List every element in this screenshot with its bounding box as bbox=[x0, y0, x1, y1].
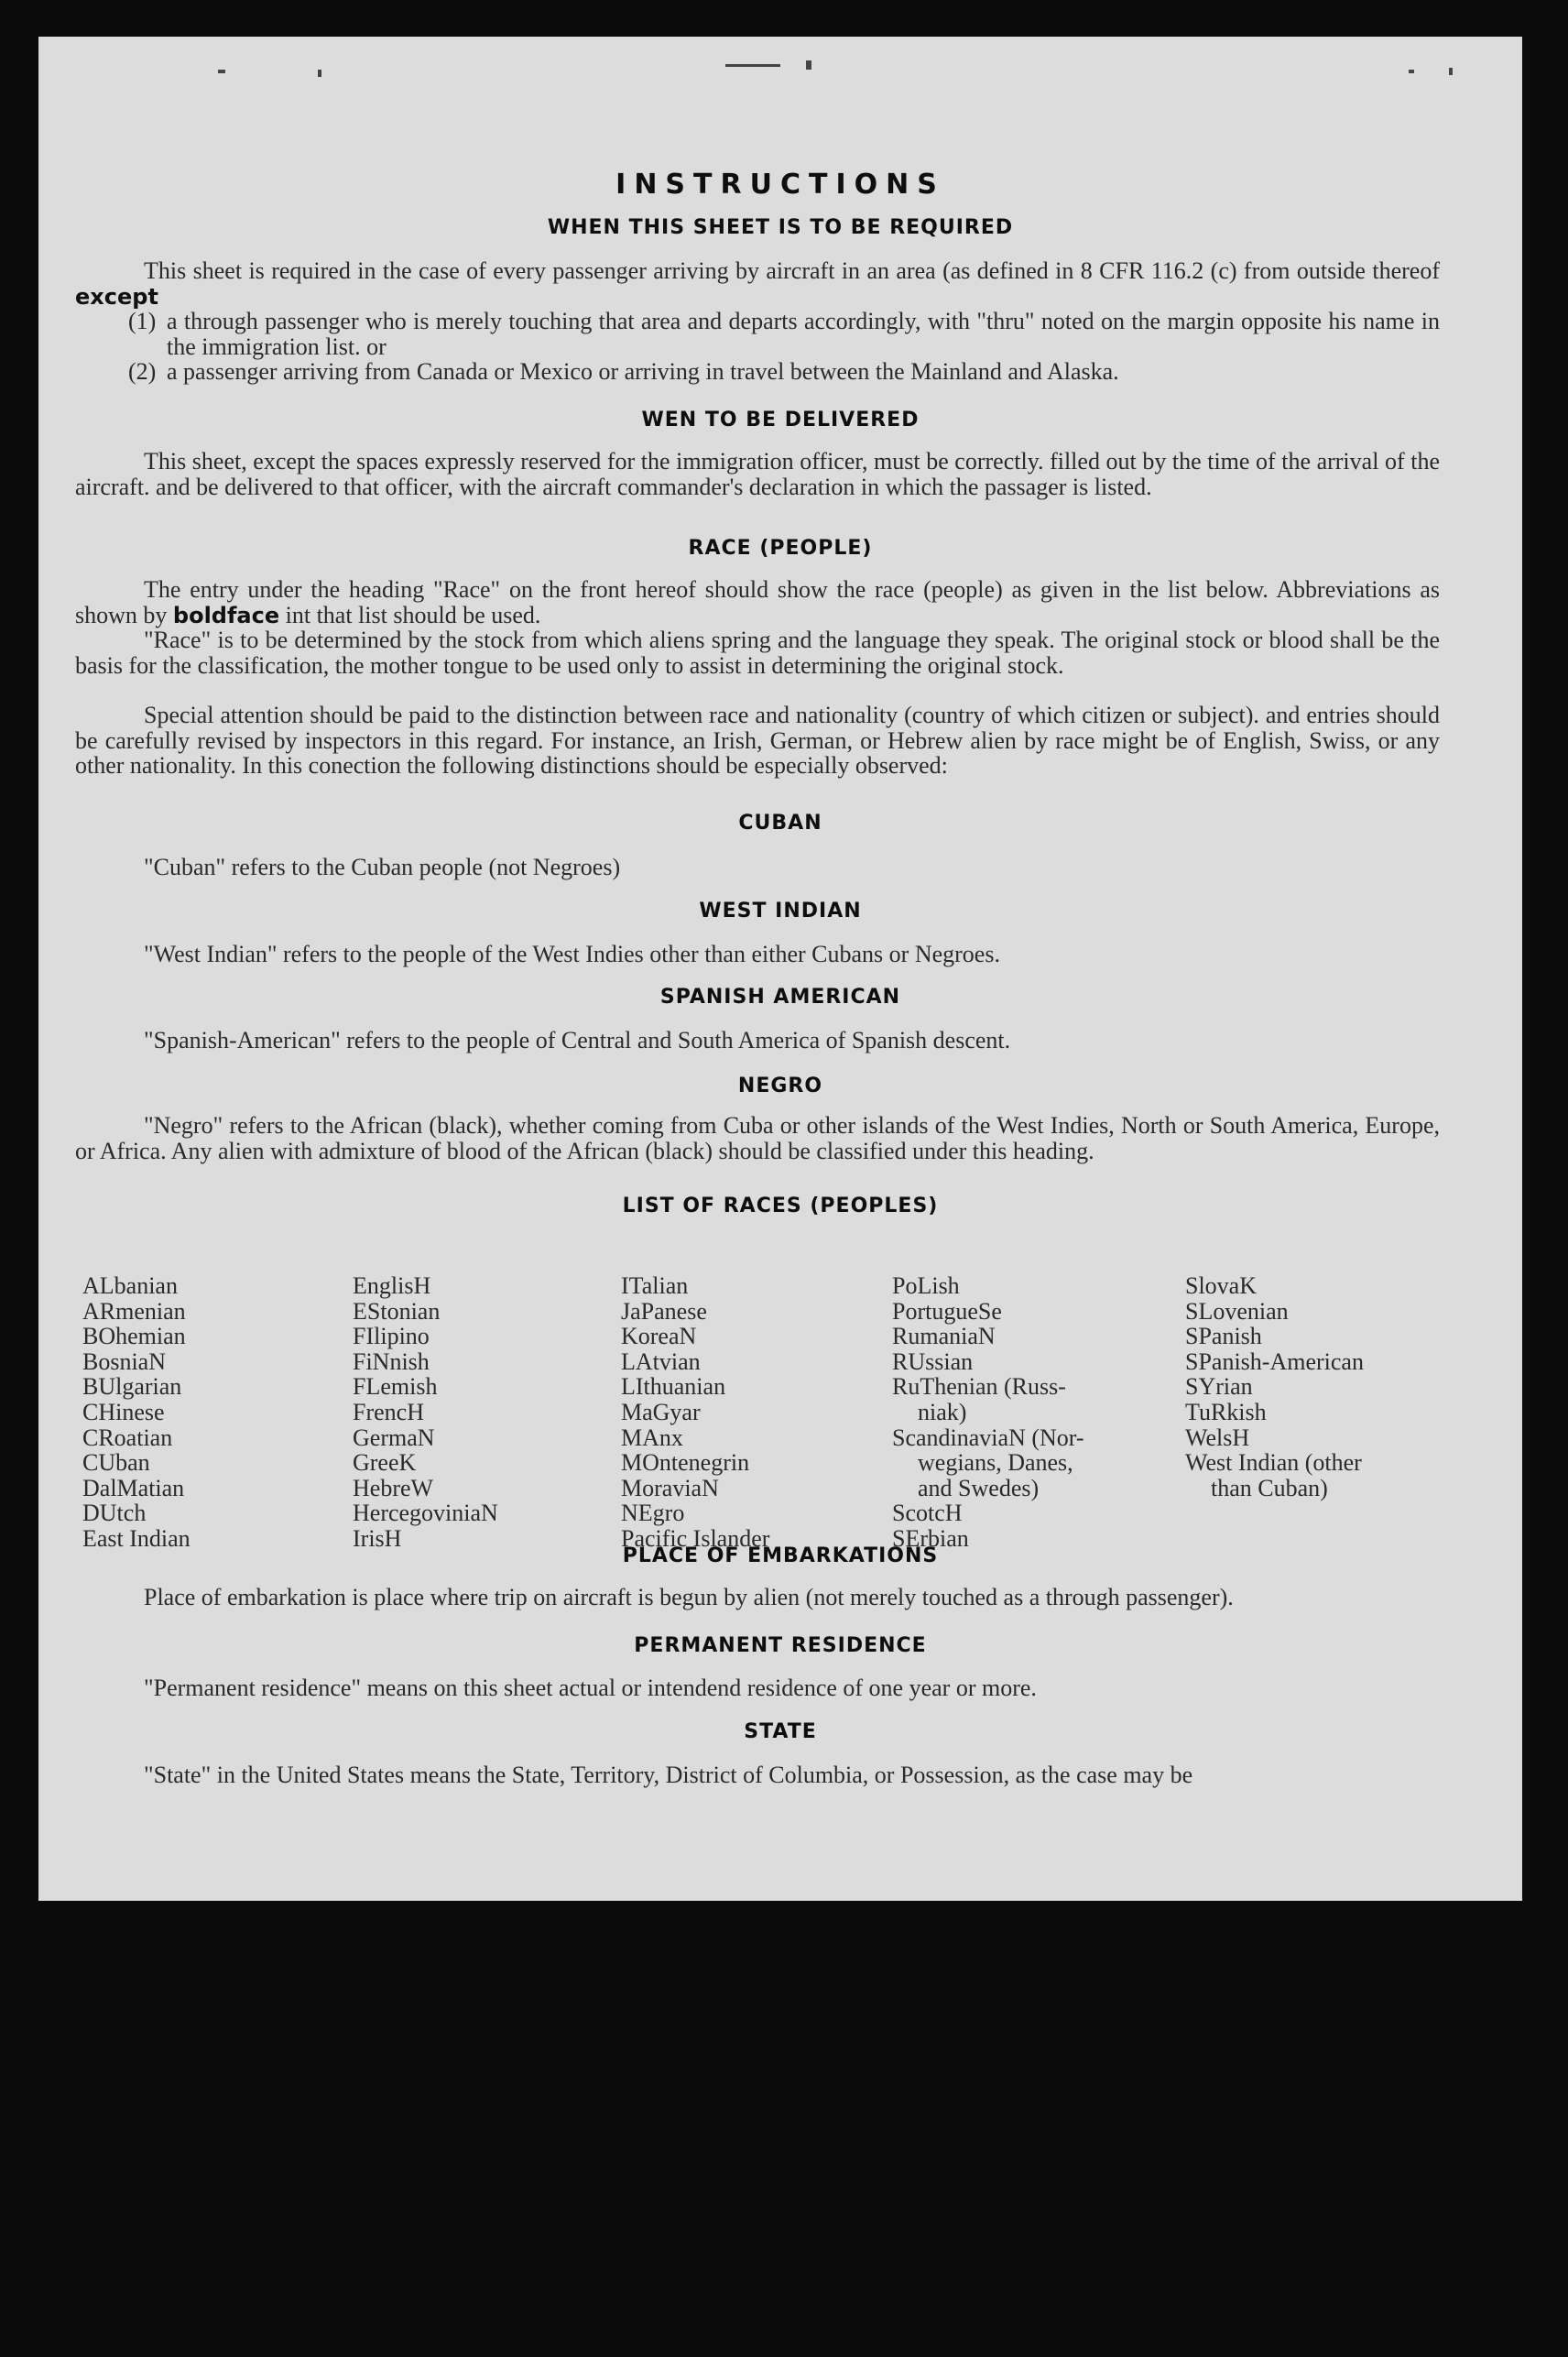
race-item: FrencH bbox=[353, 1398, 424, 1425]
heading-place-of-embarkation: PLACE OF EMBARKATIONS bbox=[622, 1544, 939, 1567]
scan-mark bbox=[806, 60, 811, 70]
race-item: West Indian (other bbox=[1185, 1449, 1362, 1477]
races-column-1 bbox=[82, 1273, 191, 1552]
paragraph-residence: "Permanent residence" means on this sheet actual or intendend residence of one year or more. bbox=[144, 1675, 1037, 1701]
race-item: ALbanian bbox=[82, 1272, 178, 1299]
paragraph-required-intro: This sheet is required in the case of every passenger arriving by aircraft in an area (as defined in 8 CFR 116.2 (c) from outside thereof except bbox=[75, 257, 1440, 310]
race-item: EnglisH bbox=[353, 1272, 431, 1299]
list-item-through-passenger: (1) a through passenger who is merely touching that area and departs accordingly, with "thru" noted on the margin opposite his name in the immigration list. or bbox=[128, 308, 1440, 360]
race-item-continued: niak) bbox=[918, 1398, 967, 1425]
race-item: DUtch bbox=[82, 1500, 147, 1527]
race-item: TuRkish bbox=[1185, 1398, 1267, 1425]
race-item: PortugueSe bbox=[892, 1297, 1002, 1325]
race-item: SLovenian bbox=[1185, 1297, 1289, 1325]
races-column-5 bbox=[1185, 1273, 1364, 1500]
race-item: LIthuanian bbox=[621, 1373, 726, 1401]
race-item: BosniaN bbox=[82, 1348, 166, 1375]
race-item: East Indian bbox=[82, 1524, 191, 1552]
race-item: SPanish-American bbox=[1185, 1348, 1364, 1375]
race-item: MoraviaN bbox=[621, 1474, 719, 1501]
list-item-canada-mexico: (2) a passenger arriving from Canada or Mexico or arriving in travel between the Mainland and Alaska. bbox=[128, 358, 1119, 385]
race-item: BUlgarian bbox=[82, 1373, 182, 1401]
race-item: GreeK bbox=[353, 1449, 417, 1477]
race-item: FiNnish bbox=[353, 1348, 430, 1375]
races-column-2 bbox=[353, 1273, 498, 1552]
race-item: CUban bbox=[82, 1449, 150, 1477]
races-column-4 bbox=[892, 1273, 1084, 1552]
paragraph-state: "State" in the United States means the State, Territory, District of Columbia, or Possession, as the case may be bbox=[144, 1762, 1193, 1788]
heading-west-indian: WEST INDIAN bbox=[699, 900, 862, 922]
race-item: BOhemian bbox=[82, 1323, 186, 1350]
race-item: RumaniaN bbox=[892, 1323, 996, 1350]
race-item: NEgro bbox=[621, 1500, 685, 1527]
race-item-continued: than Cuban) bbox=[1211, 1474, 1328, 1501]
heading-cuban: CUBAN bbox=[738, 812, 822, 835]
heading-permanent-residence: PERMANENT RESIDENCE bbox=[634, 1634, 927, 1657]
paragraph-race-3: Special attention should be paid to the distinction between race and nationality (country of which citizen or subject). and entries should be carefully revised by inspectors in this regard. For instance, an Irish, German, or Hebrew alien by race might be of English, Swiss, or any other nationality. In this conection the following distinctions should be especially observed: bbox=[75, 702, 1440, 779]
race-item: SErbian bbox=[892, 1524, 969, 1552]
paragraph-cuban: "Cuban" refers to the Cuban people (not Negroes) bbox=[144, 854, 621, 880]
page-title: INSTRUCTIONS bbox=[615, 169, 945, 201]
scan-mark bbox=[725, 64, 780, 67]
races-column-3 bbox=[621, 1273, 769, 1552]
race-item: WelsH bbox=[1185, 1424, 1250, 1451]
heading-spanish-american: SPANISH AMERICAN bbox=[659, 986, 901, 1009]
race-item: IrisH bbox=[353, 1524, 402, 1552]
paragraph-west-indian: "West Indian" refers to the people of the West Indies other than either Cubans or Negroes. bbox=[144, 941, 1000, 967]
race-item: RuThenian (Russ- bbox=[892, 1373, 1066, 1401]
bold-except: except bbox=[75, 283, 158, 310]
race-item: JaPanese bbox=[621, 1297, 707, 1325]
race-item: FLemish bbox=[353, 1373, 438, 1401]
race-item: MOntenegrin bbox=[621, 1449, 750, 1477]
heading-when-delivered: WEN TO BE DELIVERED bbox=[641, 409, 920, 431]
race-item-continued: and Swedes) bbox=[918, 1474, 1040, 1501]
paragraph-spanish-american: "Spanish-American" refers to the people of Central and South America of Spanish descent. bbox=[144, 1027, 1011, 1053]
race-item: LAtvian bbox=[621, 1348, 701, 1375]
heading-race: RACE (PEOPLE) bbox=[688, 537, 873, 560]
race-item: ARmenian bbox=[82, 1297, 186, 1325]
race-item: SPanish bbox=[1185, 1323, 1262, 1350]
race-item-continued: wegians, Danes, bbox=[918, 1449, 1073, 1477]
race-item: ScandinaviaN (Nor- bbox=[892, 1424, 1084, 1451]
race-item: PoLish bbox=[892, 1272, 960, 1299]
race-item: HebreW bbox=[353, 1474, 434, 1501]
paragraph-negro: "Negro" refers to the African (black), whether coming from Cuba or other islands of the West Indies, North or South America, Europe, or Africa. Any alien with admixture of blood of the African (black) should be classified under this heading. bbox=[75, 1112, 1440, 1164]
paragraph-delivered: This sheet, except the spaces expressly reserved for the immigration officer, must be correctly. filled out by the time of the arrival of the aircraft. and be delivered to that officer, with the aircraft commander's declaration in which the passager is listed. bbox=[75, 448, 1440, 500]
race-item: ScotcH bbox=[892, 1500, 963, 1527]
scan-mark bbox=[1449, 68, 1453, 75]
race-item: GermaN bbox=[353, 1424, 435, 1451]
race-item: KoreaN bbox=[621, 1323, 697, 1350]
race-item: HercegoviniaN bbox=[353, 1500, 498, 1527]
document-sheet bbox=[38, 37, 1522, 1901]
race-item: RUssian bbox=[892, 1348, 974, 1375]
race-item: MAnx bbox=[621, 1424, 683, 1451]
paragraph-race-1: The entry under the heading "Race" on the front hereof should show the race (people) as given in the list below. Abbreviations as shown by boldface int that list should be used. bbox=[75, 576, 1440, 628]
race-item: EStonian bbox=[353, 1297, 441, 1325]
bold-boldface: boldface bbox=[172, 602, 280, 628]
race-item: CRoatian bbox=[82, 1424, 173, 1451]
scan-mark bbox=[218, 70, 225, 73]
heading-negro: NEGRO bbox=[737, 1075, 823, 1097]
scan-mark bbox=[1409, 70, 1414, 73]
race-item: SYrian bbox=[1185, 1373, 1253, 1401]
race-item: MaGyar bbox=[621, 1398, 701, 1425]
race-item: ITalian bbox=[621, 1272, 689, 1299]
paragraph-embarkation: Place of embarkation is place where trip on aircraft is begun by alien (not merely touched as a through passenger). bbox=[144, 1584, 1234, 1610]
paragraph-race-2: "Race" is to be determined by the stock from which aliens spring and the language they speak. The original stock or blood shall be the basis for the classification, the mother tongue to be used only to assist in determining the original stock. bbox=[75, 627, 1440, 679]
heading-when-required: WHEN THIS SHEET IS TO BE REQUIRED bbox=[547, 216, 1014, 239]
race-item: FIlipino bbox=[353, 1323, 430, 1350]
race-item: DalMatian bbox=[82, 1474, 185, 1501]
race-item: SlovaK bbox=[1185, 1272, 1257, 1299]
heading-list-of-races: LIST OF RACES (PEOPLES) bbox=[622, 1195, 939, 1217]
heading-state: STATE bbox=[744, 1720, 817, 1743]
race-item: Pacific Islander bbox=[621, 1524, 770, 1552]
scan-mark bbox=[318, 70, 321, 77]
race-item: CHinese bbox=[82, 1398, 165, 1425]
